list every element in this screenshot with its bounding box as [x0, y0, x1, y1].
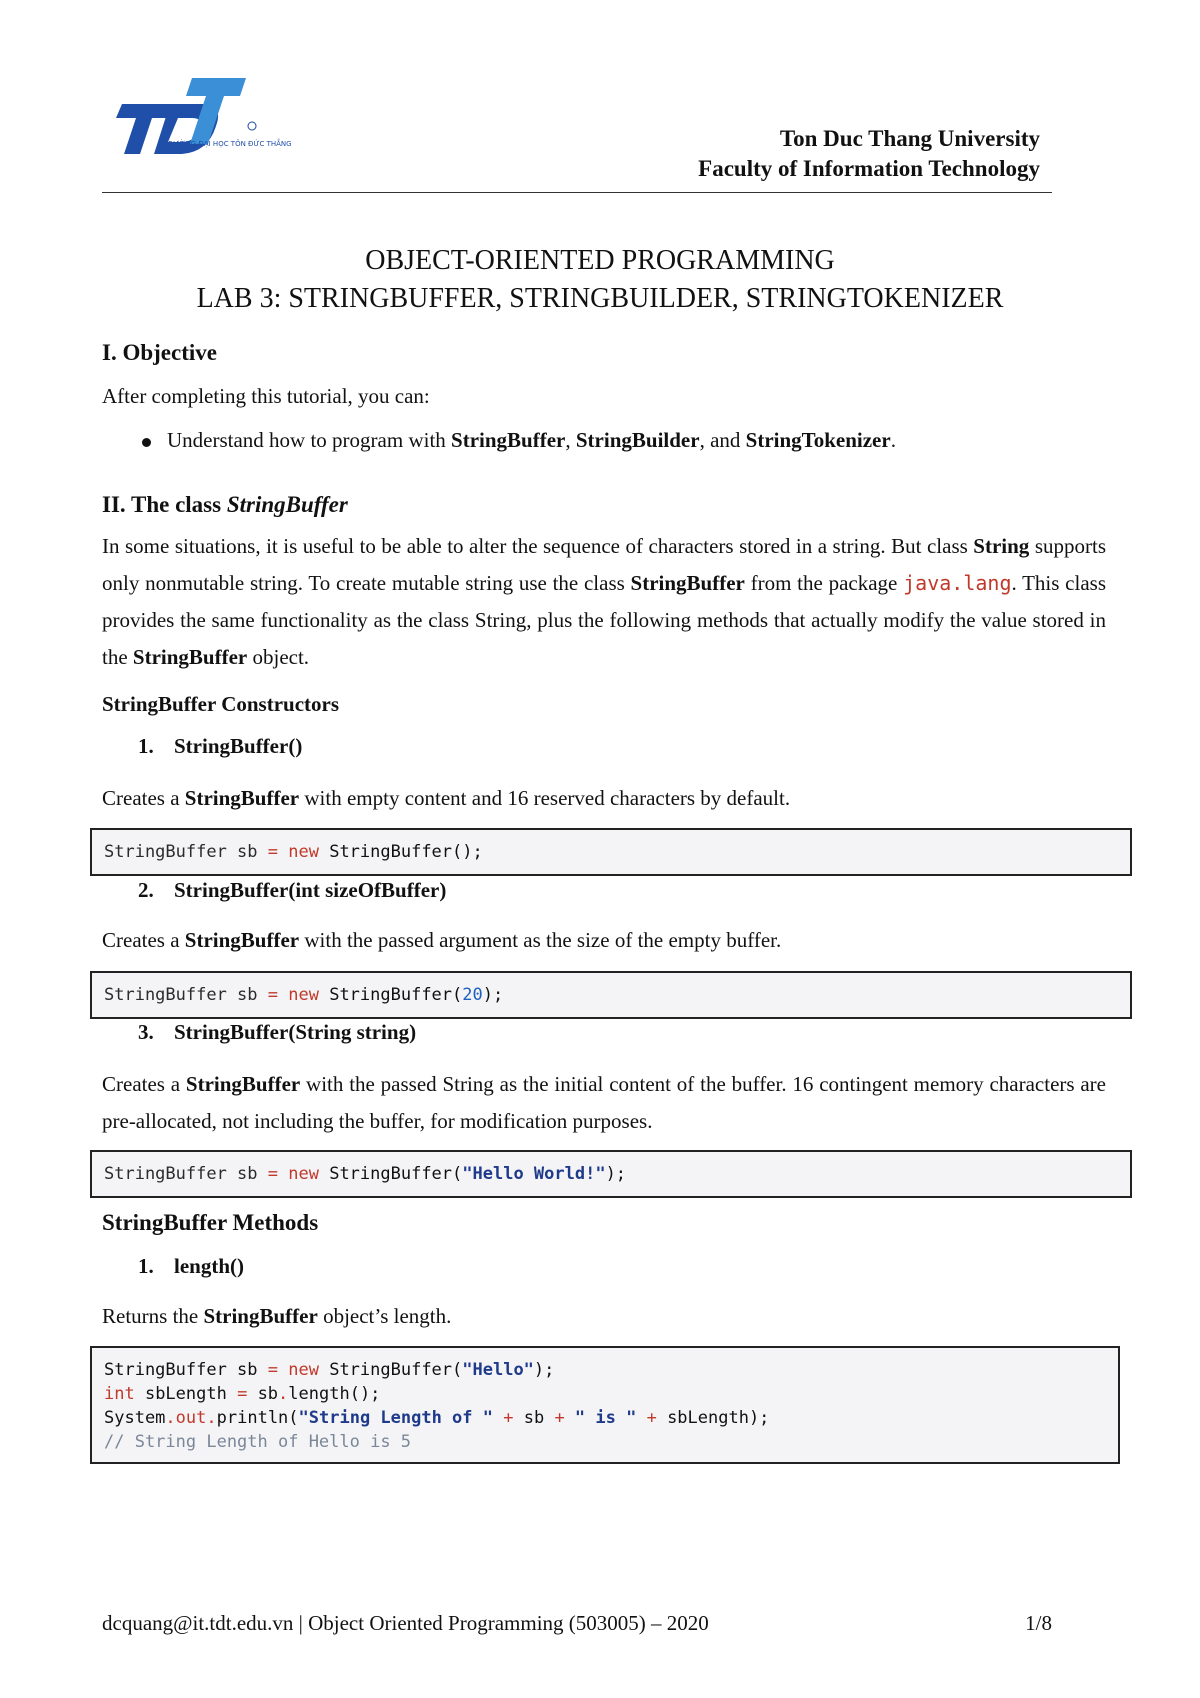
code-block-1: StringBuffer sb = new StringBuffer(); — [90, 828, 1132, 876]
code-line-2: int sbLength = sb.length(); — [104, 1384, 381, 1404]
constructor-item-2: 2. StringBuffer(int sizeOfBuffer) — [138, 878, 447, 902]
section2-paragraph: In some situations, it is useful to be able to alter the sequence of characters stored in a string. But class String supports only nonmutable string. To create mutable string use the class StringBuffer from the package java.lang. This class provides the same functionality as the class String, plus the following methods that actually modify the value stored in the StringBuffer object. — [102, 534, 1106, 669]
bullet-icon — [142, 438, 151, 447]
document-title — [0, 242, 1200, 318]
page-footer — [102, 1611, 1052, 1636]
objective-bullet: Understand how to program with StringBuffer, StringBuilder, and StringTokenizer. — [142, 428, 896, 453]
code-block-3: StringBuffer sb = new StringBuffer("Hello World!"); — [90, 1150, 1132, 1198]
section2-heading: II. The class StringBuffer — [102, 492, 348, 517]
objective-intro: After completing this tutorial, you can: — [102, 384, 430, 408]
method-item-1: 1. length() — [138, 1254, 244, 1278]
constructor-desc-3: Creates a StringBuffer with the passed String as the initial content of the buffer. 16 contingent memory characters are pre-allocated, not including the buffer, for modification purposes. — [102, 1072, 1106, 1133]
code-block-4 — [90, 1346, 1120, 1464]
logo-subtitle: TRƯỜNG ĐẠI HỌC TÔN ĐỨC THẮNG — [164, 140, 292, 148]
constructors-heading: StringBuffer Constructors — [102, 692, 340, 716]
title-line-2: LAB 3: STRINGBUFFER, STRINGBUILDER, STRINGTOKENIZER — [196, 283, 1004, 314]
tdt-logo — [112, 74, 292, 174]
header-divider — [102, 192, 1052, 193]
tdt-logo-icon — [112, 74, 292, 174]
constructor-desc-1: Creates a StringBuffer with empty content and 16 reserved characters by default. — [102, 786, 791, 810]
faculty-name: Faculty of Information Technology — [698, 156, 1040, 181]
objective-heading: I. Objective — [102, 340, 217, 365]
constructor-desc-2: Creates a StringBuffer with the passed argument as the size of the empty buffer. — [102, 928, 782, 952]
inline-code-java-lang: java.lang — [903, 571, 1012, 595]
page-number: 1/8 — [1025, 1611, 1052, 1635]
constructor-item-1: 1. StringBuffer() — [138, 734, 303, 758]
code-block-2: StringBuffer sb = new StringBuffer(20); — [90, 971, 1132, 1019]
code-line-4-comment: // String Length of Hello is 5 — [104, 1432, 412, 1452]
university-name: Ton Duc Thang University — [779, 126, 1040, 151]
header-institution — [698, 124, 1040, 184]
method-desc-1: Returns the StringBuffer object’s length. — [102, 1304, 452, 1328]
code-line-1: StringBuffer sb = new StringBuffer("Hello"); — [104, 1360, 555, 1380]
constructor-item-3: 3. StringBuffer(String string) — [138, 1020, 417, 1044]
code-line-3: System.out.println("String Length of " + sb + " is " + sbLength); — [104, 1408, 770, 1428]
title-line-1: OBJECT-ORIENTED PROGRAMMING — [365, 245, 835, 276]
methods-heading: StringBuffer Methods — [102, 1210, 319, 1235]
footer-text: dcquang@it.tdt.edu.vn | Object Oriented Programming (503005) – 2020 — [102, 1611, 709, 1635]
